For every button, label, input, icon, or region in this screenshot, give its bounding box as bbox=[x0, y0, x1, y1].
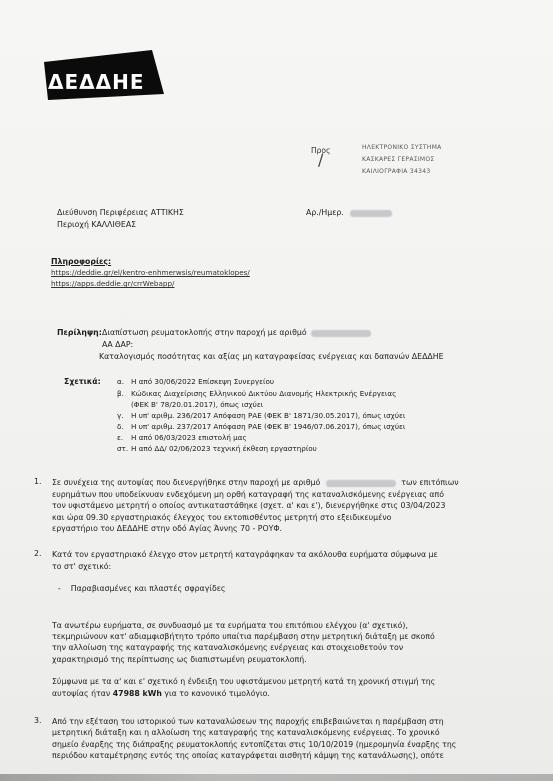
redacted-supply-number bbox=[326, 480, 396, 487]
paragraph-1-tail: των επιτόπιων bbox=[401, 478, 459, 487]
paragraph-1-line: τον υφιστάμενο μετρητή ο οποίος αντικαταστάθηκε (σχετ. α' και ε'), διενεργήθηκε στις 03/04/2023 bbox=[52, 501, 446, 510]
paragraph-4-text: για το κανονικό τιμολόγιο. bbox=[164, 689, 270, 698]
sender-region: Διεύθυνση Περιφέρειας ΑΤΤΙΚΗΣ bbox=[57, 208, 184, 217]
ref-letter: β. bbox=[117, 389, 124, 398]
paragraph-4-line bbox=[52, 688, 270, 699]
sender-area: Περιοχή ΚΑΛΛΙΘΕΑΣ bbox=[57, 220, 137, 229]
paragraph-5-line: σημείο έναρξης της διάπραξης ρευματοκλοπής εντοπίζεται στις 10/10/2019 (ημερομηνία έναρξης της bbox=[52, 740, 457, 749]
bullet-item bbox=[58, 583, 226, 594]
references-label: Σχετικά: bbox=[64, 377, 101, 386]
paragraph-1-text: Σε συνέχεια της αυτοψίας που διενεργήθηκε στην παροχή με αριθμό bbox=[52, 478, 321, 487]
paragraph-number: 3. bbox=[34, 716, 42, 725]
paragraph-4-line: Σύμφωνα με τα α' και ε' σχετικό η ένδειξη του υφιστάμενου μετρητή κατά τη χρονική στιγμή της bbox=[52, 677, 436, 686]
bullet-text: Παραβιασμένες και πλαστές σφραγίδες bbox=[70, 584, 226, 593]
info-label: Πληροφορίες: bbox=[51, 257, 112, 266]
redacted-supply-number bbox=[311, 330, 371, 337]
summary-line-3: Καταλογισμός ποσότητας και αξίας μη καταγραφείσας ενέργειας και δαπανών ΔΕΔΔΗΕ bbox=[99, 352, 444, 361]
ref-text: Η από 30/06/2022 Επίσκεψη Συνεργείου bbox=[131, 377, 274, 386]
paragraph-5-line: μετρητική διάταξη και η αλλοίωση της καταγραφής της καταναλισκόμενης ενέργειας. Το χρονικό bbox=[52, 728, 440, 737]
paragraph-4-text: αυτοψίας ήταν bbox=[52, 689, 111, 698]
scan-edge bbox=[0, 774, 553, 781]
paragraph-1-line bbox=[52, 477, 459, 488]
summary-line-1-text: Διαπίστωση ρευματοκλοπής στην παροχή με αριθμό bbox=[102, 328, 307, 337]
summary-line-2: ΑΑ ΔΑΡ: bbox=[102, 340, 134, 349]
paragraph-1-line: και ώρα 09.30 εργαστηριακός έλεγχος του εκτοπισθέντος μετρητή στο εξειδικευμένο bbox=[52, 513, 392, 522]
paragraph-number: 2. bbox=[34, 549, 42, 558]
paragraph-number: 1. bbox=[34, 477, 42, 486]
summary-line-1 bbox=[102, 327, 371, 338]
ref-letter: ε. bbox=[117, 433, 124, 442]
ref-letter: γ. bbox=[117, 411, 124, 420]
bullet-dash: - bbox=[58, 584, 69, 593]
recipient-label: Προς bbox=[311, 146, 331, 155]
ref-letter: στ. bbox=[117, 444, 129, 453]
ref-text: Η υπ' αριθμ. 236/2017 Απόφαση ΡΑΕ (ΦΕΚ Β' 1871/30.05.2017), όπως ισχύει bbox=[131, 411, 406, 420]
ref-text: (ΦΕΚ Β' 78/20.01.2017), όπως ισχύει bbox=[131, 400, 264, 409]
paragraph-2-line: το στ' σχετικό: bbox=[52, 562, 112, 571]
ref-text: Κώδικας Διαχείρισης Ελληνικού Δικτύου Διανομής Ηλεκτρικής Ενέργειας bbox=[131, 389, 397, 398]
info-link-1[interactable]: https://deddie.gr/el/kentro-enhmerwsis/reumatoklopes/ bbox=[51, 268, 250, 277]
paragraph-3-line: χαρακτηρισμό της περίπτωσης ως διαπιστωμένη ρευματοκλοπή. bbox=[52, 655, 307, 664]
paragraph-3-line: την αλλοίωση της καταγραφής της καταναλισκόμενης ενέργειας και στοιχειοθετούν τον bbox=[52, 643, 404, 652]
ref-letter: δ. bbox=[117, 422, 124, 431]
slash-mark: / bbox=[318, 150, 324, 169]
recipient-line: ΗΛΕΚΤΡΟΝΙΚΟ ΣΥΣΤΗΜΑ bbox=[362, 144, 442, 151]
paragraph-5-line: περιόδου καταμέτρησης εντός της οποίας καταγράφεται αισθητή κάμψη της κατανάλωσης), οπότε bbox=[52, 751, 444, 760]
recipient-line: ΚΑΙΛΙΟΓΡΑΦΙΑ 34343 bbox=[362, 168, 431, 175]
info-link-2[interactable]: https://apps.deddie.gr/crrWebapp/ bbox=[51, 279, 175, 288]
ref-text: Η από ΔΔ/ 02/06/2023 τεχνική έκθεση εργαστηρίου bbox=[131, 444, 317, 453]
protocol-label bbox=[306, 207, 392, 218]
meter-reading-value: 47988 kWh bbox=[112, 689, 162, 698]
redacted-protocol bbox=[350, 210, 392, 217]
logo-text: ΔΕΔΔΗΕ bbox=[48, 70, 145, 94]
recipient-line: ΚΑΣΚΑΡΕΣ ΓΕΡΑΣΙΜΟΣ bbox=[362, 156, 435, 163]
ref-text: Η υπ' αριθμ. 237/2017 Απόφαση ΡΑΕ (ΦΕΚ Β' 1946/07.06.2017), όπως ισχύει bbox=[131, 422, 406, 431]
paragraph-1-line: εργαστήριο του ΔΕΔΔΗΕ στην οδό Αγίας Άννης 70 - ΡΟΥΦ. bbox=[52, 524, 282, 533]
protocol-label-text: Αρ./Ημερ. bbox=[306, 208, 344, 217]
paragraph-1-line: ευρημάτων που υποδείκνυαν ενδεχόμενη μη ορθή καταγραφή της καταναλισκόμενης ενέργειας από bbox=[52, 490, 445, 499]
paragraph-2-line: Κατά τον εργαστηριακό έλεγχο στον μετρητή καταγράφηκαν τα ακόλουθα ευρήματα σύμφωνα με bbox=[52, 550, 438, 559]
paragraph-5-line: Από την εξέταση του ιστορικού των καταναλώσεων της παροχής επιβεβαιώνεται η παρέμβαση στη bbox=[52, 717, 444, 726]
ref-letter: α. bbox=[117, 377, 125, 386]
summary-label: Περίληψη: bbox=[57, 328, 102, 337]
recipient-address bbox=[362, 142, 442, 178]
ref-text: Η από 06/03/2023 επιστολή μας bbox=[131, 433, 247, 442]
paragraph-3-line: Τα ανωτέρω ευρήματα, σε συνδυασμό με τα ευρήματα του επιτόπιου ελέγχου (α' σχετικό), bbox=[52, 621, 408, 630]
paragraph-3-line: τεκμηριώνουν κατ' αδιαμφισβήτητο τρόπο υπαίτια παρέμβαση στην μετρητική διάταξη με σκοπό bbox=[52, 632, 435, 641]
